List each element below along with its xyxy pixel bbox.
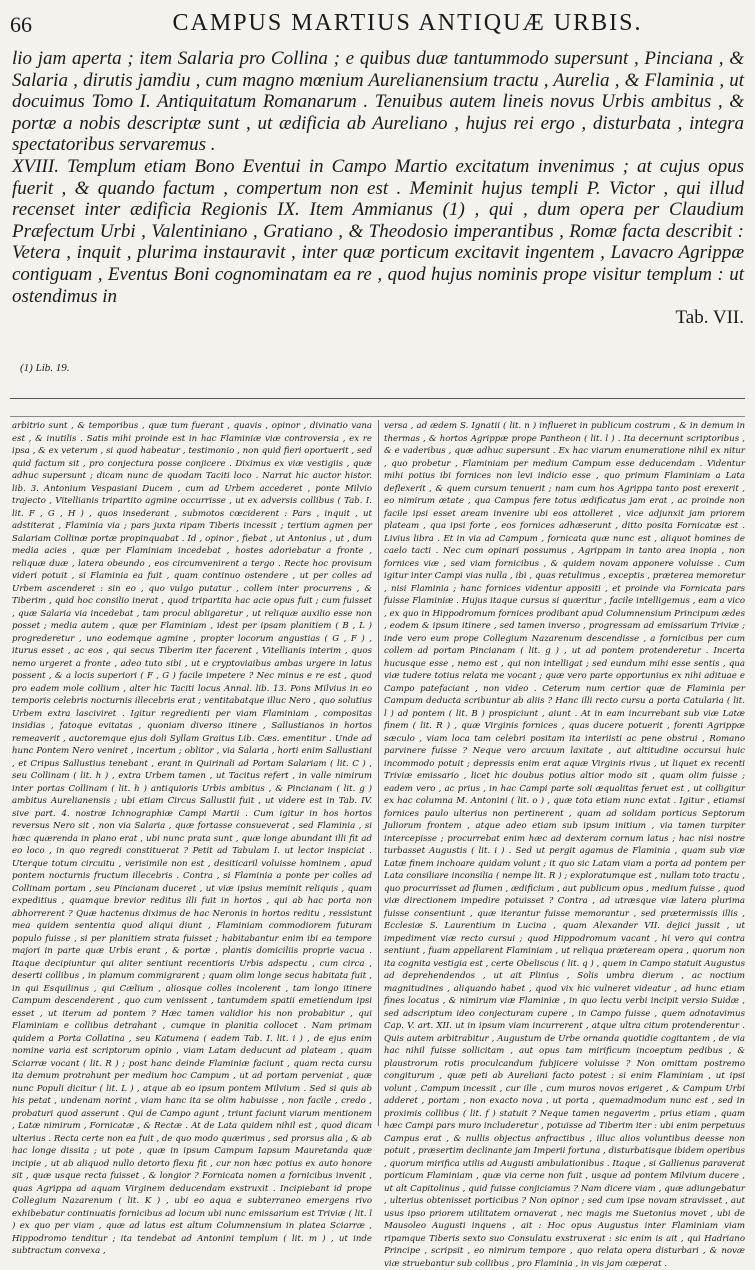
commentary-columns [12,420,745,1269]
divider-rule-secondary [10,416,745,417]
page-header [10,10,745,40]
commentary-left-column: arbitrio sunt , & temporibus , quæ tum fuerant , quavis , opinor , divinatio vana est , & inutilis . Satis mihi proinde est in hac Flaminiæ viæ controversia , ex re ipsa , & ex veterum , si quod habeatur , testimonio , non quid fieri oportuerit , sed quid factum sit , pro conjectura posse conjicere . Diximus ex viæ vestigiis , quæ adhuc supersunt ; dicam nunc de quodam Taciti loco . Narrat hic auctor histor. lib. 3. Antonium Vespasiani Ducem , cum ad Urbem accederet , ponte Milvio trajecto , Vitellianis tripartito agmine occurrisse , ut ex adversis collibus ( Tab. I. lit. F , G , H ) , quos insederant , submotos cœciderent : Pars , inquit , ut adstiterat , Flaminia via ; pars juxta ripam Tiberis incessit ; tertium agmen per Salariam Collinæ portæ propinquabat . Id , opinor , fiebat , ut Antonius , ut , dum media acies , quæ per Flaminiam incedebat , hostes adoriebatur a fronte , reliquæ duæ , latera obeundo , eos circumvenirent a tergo . Recte hoc provisum videri potuit , si Flaminia ea fuit , quam continuo ostendere , ut per colles ad Urbem ascenderet : sin eo , quo vulgo putatur , collem inter procurrens , & Tiberim , quid hoc consilio inerat , quod tripartita hac acie opus fuit ; cum fuisset , quæ Salaria via incedebat , tam procul abligaretur , ut reliquæ auxilio esse non posset ; media autem , quæ per Flaminiam , idest per ipsam planitiem ( B , L ) progrederetur , uno eodemque agmine , propter locorum angustias ( G , F ) , iturus esset , ac eos , qui secus Tiberim iter facerent , Vitellianis interim , quos nemo urgeret a fronte , adeo tuto sibi , ut e cryptoviaibus ambas urgere in latus possent , & a locis superiori ( F , G ) facile impetere ? Nec minus e re est , quod pro eadem mole collium , alter hic Taciti locus Annal. lib. 13. Pons Milvius in eo temporis celebris nocturnis illecebris erat ; ventitabatque illuc Nero , quo solutius Urbem extra lasciviret . Igitur regredienti per viam Flaminiam , compositas insidias , fatoque evitatas , quoniam diverso itinere , Sallustianos in hortos remeaverit , auctoremque ejus doli Syllam Graitus Lib. Cæs. ementitur . Unde ad hunc Pontem Nero veniret , incertum ; oblitor , via Salaria , horti enim Sallustiani , et Cripus Sallustius tenebant , erant in Quirinali ad Portam Salariam ( lit. C ) , seu Collinam ( lit. h ) , extra Urbem tamen , ut Tacitus refert , in valle nimirum inter portas Collinam ( lit. h ) antiquioris Urbis ambitus , & Pincianam ( lit. g ) ambitus Aurelianensis ; ubi etiam Circus Sallustii fuit , ut videre est in Tab. IV. sive part. 4. nostræ Ichnographiæ Campi Martii . Cum igitur in hos hortos reversus Nero sit , non via Salaria , quæ fortasse consueverat , sed Flaminia , si hæc quærenda in plano erat , ubi nunc prata sunt , quæ longe abundant illi fit ad eo loco , in quo regredi constituerat ? Petit ad Tabulam I. ut lector inspiciat . Uterque totum circuitu , verisimile non est , desiticaril voluisse hominem , apud pontem nocturnis fructum illecebris . Contra , si Flaminia a ponte per colles ad Collinam portam , seu Pincianam duceret , ut viæ ipsius meminit reliquis , quam expeditius , quamque brevior reditus illi fuit in hortos , qui ab hac porta non abhorrerent ? Quæ hactenus diximus de hac Neronis in hortos reditu , ressistunt mea quidem sententia quod aliqui diunt , Flaminiam commodiorem futuram populo fuisse , si per planitiem strata fuisset ; habitabantur enim ibi ea tempore majori in parte quæ Urbis erant , & portæ , plantis domiciliis proprie vacua . Itaque decipiuntur qui aliter sentiunt recentioris Urbis adspectu , cum circa , deserti collibus , in plamum commigrarent ; quam olim longe secus habitata fuit , in qui Esquilinus , qui Cælium , aliosque colles incolerent , tam longo itinere Campum descenderent , quo cum venissent , tantumdem spatii emetiendum ipsi esset , ut iterum ad pontem ? Hæc tamen validior his non probabitur , qui Flaminiam e collibus detrahant , cumque in planitia collocet . Nam primam quidem a Porta Collatina , seu Katumena ( eadem Tab. I. lit. i ) , de ejus enim nomine varia est scriptorum opinio , viam Latam deducunt ad plateam , quam Sciarræ vocant ( lit. R ) ; post hanc deinde Flaminiæ faciunt , quam recta cursu ita demum protrahunt per medium hoc Campum , ut ad portam perveniat , quæ nunc Populi dicitur ( lit. L ) , atque ab eo ipsum pontem Milvium . Sed si quis ab his petat , undenam norint , viam hanc ita se olim habuisse , non facile , credo , probaturi quod asserunt . Qui de Campo agunt , triunt faciunt viarum mentionem , Latæ nimirum , Fornicatæ , & Rectæ . At de Lata quidem nihil est , quod dicam ulterius . Recta certe non ea fuit , de quo modo quærimus , sed prorsus alia , & ab hac longe dissita ; ut pote , quæ in ipsum Campum Iapsum Mauretanda quæ incipie , ut ab aliquod nullo detorto flexu fit , cur non hæc potius ex auto honore sit , quæ usque recta fuisset , & longior ? Fornicata nomen a fornicibus invenit , quas Agrippa ad aquam Virginem deducendam exstruxit . Incipiebant id prope Collegium Nazarenum ( lit. K ) , ubi eo aqua e subterraneo emergens rivo exhibebatur continuatis fornicibus ad locum ubi nunc emissarium est Triviæ ( lit. l ) ex quo per viam , quæ ad latus est altum Columnensium in platea Sciarræ , Hippodromo tenditur ; ita tendebat ad Antonini templum ( lit. m ) , ut inde subtractum convexa , [12,421,372,1256]
commentary-right-column: versa , ad ædem S. Ignatii ( lit. n ) influeret in publicum costrum , & in demum in thermas , & hortos Agrippæ prope Pantheon ( lit. l ) . Ita decernunt scriptoribus , & e vaderibus , quæ adhuc supersunt . Ex hac viarum enumeratione nihil ex nitur , quo probetur , Flaminiam per medium Campum esse deducendam . Videntur mihi potius ibi fornices non levi indicio esse , quo primum Flaminiam a Lata deflexerit , & quem cursum tenuerit ; nam cum hos Agrippa tanto post erexerit , eo nimirum ætate , qua Campus fere totus ædificatus jam erat , ac proinde non facile ipsi esset aream invenire ubi eos attolleret , vice adjunxit jam priorem plateam , qua ipsi forte , eos fornices adhæserunt , ditto posita Fornicatæ est . Livius libra . Et in via ad Campum , fornicata quæ nunc est , aliquot homines de caelo tacti . Nec cum opinari possumus , Agrippam in tanto area inopia , non fornices viæ , sed viam fornicibus , & quidem novam apponere voluisse . Cum igitur inter Campi vias nulla , ibi , quas retulimus , exceptis , præterea memoretur , nisi Flaminia ; hanc fornices videntur appositi , et proinde via Fornicata pars fuisse Flaminiæ . Hujus itaque cursus si quæritur , facile intelligemus , eam a vico , ex quo in Hippodromum fornices prodibant apud Columnensium Principum ædes , eodem & ipsum itinere , sed tamen inverso , progressam ad emissarium Triviæ ; inde vero eum prope Collegium Nazarenum descendisse , a fornicibus per cum collem ad portam Pincianam ( lit. g ) , ut ad pontem protenderetur . Incerta hucusque esse , nemo est , qui non intelligat ; sed eundum mihi esse sentis , qua viæ tudere totius relata me vocant ; quæ vero parte opportunius ex nihi adituae e Campo patefaciant , non video . Ceterum num certior quæ de Flaminia per Campum deducta scribuntur ab aliis ? Hanc illi recto cursu a porta Catularia ( lit. l ) ad pontem ( lit. B ) prospiciunt , aiunt . At in eam incurrebant sub viæ Latæ finem ( lit. R ) , quæ Virginis fornices , quas ducere potuerit , forenti Agrippæ sæculo , viam loca tam celebri positam ita interiisti ac pene obstrui , Romano parvinere fuisse ? Neque vero arcuum laxitate , aut altitudine occursui huic incommodo potuit ; depressis enim erat aquæ Virginis rivus , ut liquet ex recenti Triviæ emissario , licet hic doubus potius altior modo sit , quam olim fuisse ; eadem vero , ac prius , in hac Campi parte soli æqualitas feruet est , ut colligitur ex hac columna M. Antonini ( lit. o ) , quæ tota etiam nunc extat . Igitur , etiamsi fornices paulo ulterius non pertinerent , quam ad solidam porticus Septorum Juliorum frontem , atque adeo etiam sub ipsum initium , via tamen turpiter intercepisse ; procurrebat enim hæc ad dexteram cornum latus ; hac nisi nostre turbasset Augustis ( lit. i ) . Sed ut pergit agamus de Flaminia , quam sub viæ Latæ finem inchoare quidam volunt ; it quo sic Latam viam a porta ad pontem per Lata consiliare inconsilia ( nempe lit. R ) ; exploratumque est , nullam toto tractu , quo procurrisset ad flumen , ædificium , aut publicum opus , medium fuisse , quod viæ directionem impedire potuisset ? Contra , ad utræsque viæ latera plurima fuisse consentiunt , quæ iterantur fuisse memorantur , sed prætermissis illis , Ecclesiæ S. Laurentium in Lucina , quam Alexander VII. dejici jussit , ut impediment viæ recto cursui ; quod Hippodromum vacant , hi vero qui contra sentiunt , fuam appellarent Flaminiam , ut reliqua præteream opera , quorum non ita cognita vestigia est , certe Obeliscus ( lit. q ) , quem in Campo statuit Augustus ad deprehendendos , ut ait Plinius , Solis umbra dierum , ac noctium magnitudines , aliquando habet , quod vix hic vulneret videatur , ad hunc etiam fines locatus , & nimirum viæ Flaminiæ , in quo lectu verbi incipit versio Suidæ , sed adscriptum ideo conjecturam cupere , in Campo fuisse , quem adnotavimus Cap. V. art. XII. ut in ipsum viam incurrerent , atque ultra citum protenderentur . Quis autem arbitrabitur , Augustum de Urbe ornanda quotidie cogitantem , de via hac nihil fuisse sollicitam , aut opus tam mirificum incoeptum pedibus , & plaustrorum rotis proculcandum fubjicere voluisse ? Non omittam postremo congiturum , quæ peti ab Aureliani facto potest : si enim Flaminiam , ut ipsi volunt , Campum incessit , cur ille , cum muros novos erigeret , & Campum Urbi adderet , portam , non exacto nova , ut porta , quemadmodum nunc est , sed in proximis collibus ( lit. f ) statuit ? Neque tamen negaverim , prius etiam , quam hæc Campi pars muro includeretur , potuisse ad Tiberim iter : ubi enim perpetuus Campus erat , & nullis objectus anfractibus , illuc alios voluntibus deesse non potuit , præsertim declinante jam Imperii fortuna , disturbatisque ibidem operibus , quorum mirifica utilis ad Augusti ambulationibus . Itaque , si Gallienus paraverat porticum Flaminiam , quæ via cerne non fuit , usque ad pontem Milvium ducere , ut alt Capitolinus , quid fuisse conjiciamus ? Nam dicere viam , quæ adiungebatur , ulterius obtenisset porticibus ? Non opinor ; sed cum ipse novam stravisset , aut usus ipso priorem utilitatem ornaverat , nec magis me Suetonius movet , ubi de Mausoleo Augusti inquens , ait : Hoc opus Augustus inter Flaminiam viam ripamque Tiberis sexto suo Consulatu exstruxerat : sic enim is ait , qui Hadriano Principe , scripsit , eo nimirum tempore , quo relata opera disturbari , & novæ viæ struebantur sub collibus , pro Flaminia , in vis jam cæperat . [384,421,745,1269]
divider-rule [10,398,745,399]
column-divider [378,420,379,1126]
paragraph-1: lio jam aperta ; item Salaria pro Collina ; e quibus duæ tantummodo supersunt , Pinciana , & Salaria , dirutis jamdiu , cum magno mœnium Aurelianensium tractu , Aurelia , & Flaminia , ut docuimus Tomo I. Antiquitatum Romanarum . Tenuibus autem lineis novus Urbis ambitus , & portæ a nobis descriptæ sunt , ut ædificia ab Aureliano , hujus rei ergo , disturbata , integra spectatoribus servaremus . [12,48,744,156]
main-text [12,48,744,329]
running-title: CAMPUS MARTIUS ANTIQUÆ URBIS. [172,10,643,36]
page-number: 66 [10,12,32,37]
tab-reference: Tab. VII. [675,307,744,329]
paragraph-2: XVIII. Templum etiam Bono Eventui in Campo Martio excitatum invenimus ; at cujus opus fuerit , & quando factum , compertum non est . Meminit hujus templi P. Victor , qui illud recenset inter ædificia Regionis IX. Item Ammianus (1) , qui , dum opera per Claudium Præfectum Urbi , Valentiniano , Gratiano , & Theodosio imperantibus , Romæ facta describit : Vetera , inquit , plurima instauravit , inter quæ porticum excitavit ingentem , Lavacro Agrippæ contiguam , Eventus Boni cognominatam ea re , quod hujus nominis prope visitur templum : ut ostendimus in [12,155,744,307]
footnote: (1) Lib. 19. [20,362,70,374]
